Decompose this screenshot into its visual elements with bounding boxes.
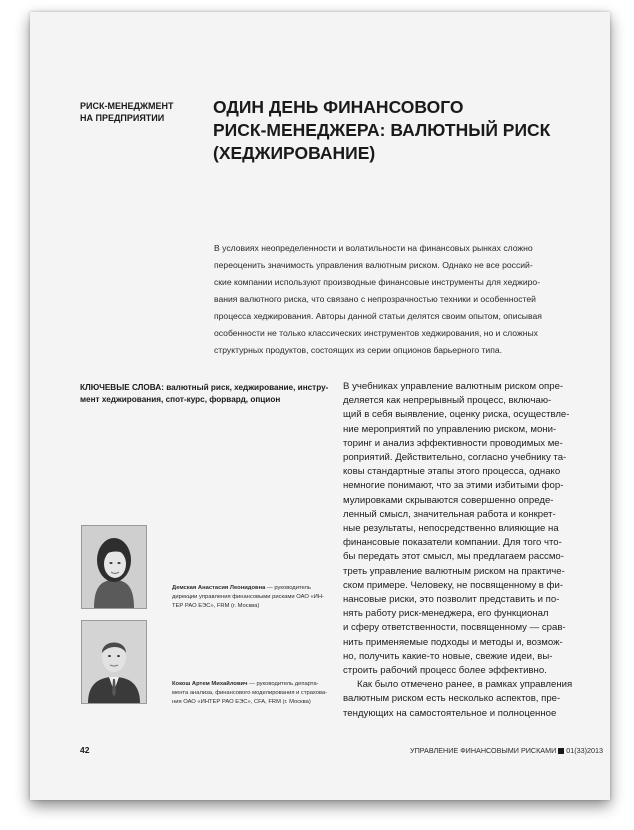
body-line: немногие понимают, что за этими избитыми фор- [343,480,564,492]
title-line: (ХЕДЖИРОВАНИЕ) [213,143,376,163]
abstract-line: переоценить значимость управления валютным риском. Однако не все россий- [214,260,533,270]
body-line: треть управление валютным риском на практиче- [343,565,565,577]
body-line: торинг и анализ эффективности проводимых ме- [343,437,563,449]
keywords-line: КЛЮЧЕВЫЕ СЛОВА: валютный риск, хеджирование, инстру- [80,383,329,392]
abstract-line: структурных продуктов, состоящих из серии опционов барьерного типа. [214,345,503,355]
body-line: деляется как непрерывный процесс, включаю- [343,395,552,407]
author-role: — руководитель департа- [247,681,319,687]
section-label-line: НА ПРЕДПРИЯТИИ [80,113,165,123]
body-line: нить применяемые подходы и методы и, возмож- [343,636,563,648]
abstract-line: В условиях неопределенности и волатильности на финансовых рынках сложно [214,243,533,253]
body-line: Как было отмечено ранее, в рамках управления [357,679,573,691]
author-name: Кокош Артем Михайлович [172,681,248,687]
square-bullet-icon [558,748,564,754]
journal-name: УПРАВЛЕНИЕ ФИНАНСОВЫМИ РИСКАМИ [410,746,557,755]
body-line: ные результаты, непосредственно влияющие на [343,523,559,535]
page-number: 42 [80,745,90,755]
body-line: тендующих на самостоятельное и полноценное [343,707,557,719]
body-line: ленный смысл, значительная работа и конкрет- [343,508,556,520]
title-line: РИСК-МЕНЕДЖЕРА: ВАЛЮТНЫЙ РИСК [213,120,551,140]
man-portrait-icon [82,621,146,703]
abstract-line: процесса хеджирования. Авторы данной статьи делятся своим опытом, описывая [214,311,542,321]
author-bio-line [172,680,330,689]
journal-footer [410,746,604,755]
author-bio [172,680,330,707]
article-title [213,96,573,165]
body-line: валютным риском есть несколько аспектов, пре- [343,693,561,705]
author-role: — руководитель [265,585,311,591]
title-line: ОДИН ДЕНЬ ФИНАНСОВОГО [213,97,464,117]
journal-page [30,12,610,800]
section-label-line: РИСК-МЕНЕДЖМЕНТ [80,101,174,111]
author-bio-line: мента анализа, финансового моделирования и страхова- [172,690,328,696]
body-line: и сферу ответственности, посвященному — срав- [343,622,566,634]
section-label [80,100,190,124]
body-line: финансовые показатели компании. Для того что- [343,537,562,549]
issue-number: 01(33)2013 [566,746,604,755]
keywords [80,382,329,406]
abstract-line: особенности не только классических инструментов хеджирования, но и сложных [214,328,538,338]
abstract [214,240,580,359]
body-line: щий в себя выявление, оценку риска, осуществле- [343,409,570,421]
author-bio [172,584,330,611]
body-line: но, получить какие-то новые, свежие идеи, вы- [343,650,553,662]
abstract-line: вания валютного риска, что связано с непрозрачностью техники и особенностей [214,294,536,304]
body-text [343,380,599,721]
body-line: В учебниках управление валютным риском опре- [343,381,564,392]
author-photo [81,620,147,704]
abstract-line: ские компании используют производные финансовые инструменты для хеджиро- [214,277,541,287]
body-line: ковы стандартные этапы этого процесса, однако [343,466,561,478]
body-line: ние мероприятий по управлению риском, мони- [343,423,557,435]
author-photo [81,525,147,609]
author-bio-line: ТЕР РАО ЕЭС», FRM (г. Москва) [172,603,260,609]
author-bio-line: дирекции управления финансовыми рисками ОАО «ИН- [172,594,324,600]
keywords-line: мент хеджирования, спот-курс, форвард, опцион [80,395,281,404]
author-name: Демская Анастасия Леонидовна [172,585,266,591]
author-bio-line [172,584,330,593]
author-bio-line: ния ОАО «ИНТЕР РАО ЕЭС», CFA, FRM (г. Москва) [172,699,311,705]
body-line: нять работу риск-менеджера, его функционал [343,608,549,620]
body-line: роприятий. Действительно, согласно учебнику та- [343,452,567,464]
body-line: бы передать этот смысл, мы предлагаем рассмо- [343,551,564,563]
woman-portrait-icon [82,526,146,608]
body-line: нансовые риски, это позволит представить и по- [343,594,560,606]
body-line: мулировками скрываются совершенно опреде- [343,494,554,506]
body-line: строить рабочий процесс более эффективно. [343,665,547,677]
body-line: ском примере. Человеку, не посвященному в фи- [343,579,564,591]
